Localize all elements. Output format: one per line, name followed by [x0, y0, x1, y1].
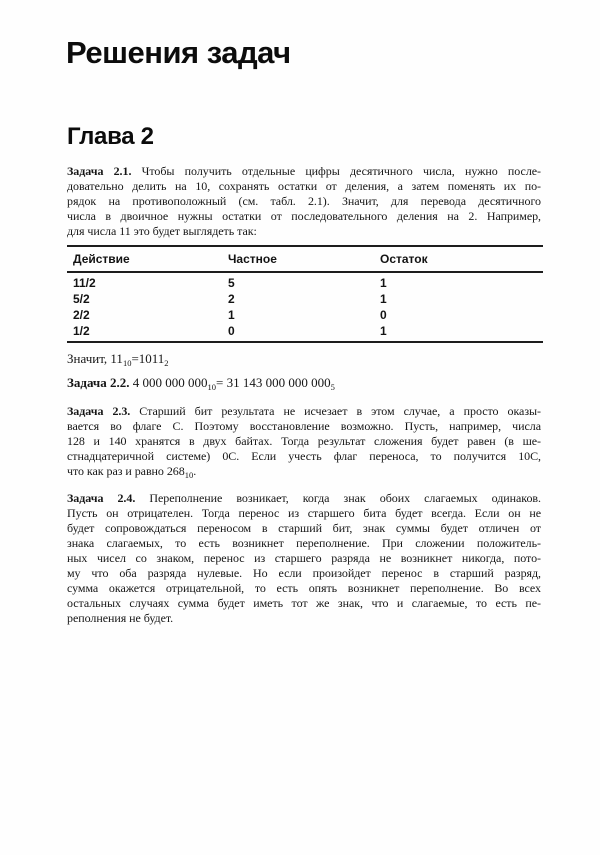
subscript-base: 10: [184, 470, 194, 480]
table-cell: 1/2: [73, 324, 90, 338]
table-cell: 5/2: [73, 292, 90, 306]
text-run: Старший бит результата не исчезает в этом случае, а просто оказы-: [130, 404, 541, 418]
task-label: Задача 2.2.: [67, 375, 130, 390]
text-line: остальных случаях сумма будет иметь тот же знак, что и слагаемые, то есть пе-: [67, 596, 541, 610]
subscript-base: 10: [207, 382, 216, 392]
text-line: [67, 404, 541, 419]
text-line: реполнения не будет.: [67, 611, 174, 625]
text-line: стнадцатеричной системе) 0С. Если учесть флаг переноса, то получится 10С,: [67, 449, 541, 463]
text-line: довательно делить на 10, сохранять остатки от деления, а затем поменять их по-: [67, 179, 541, 193]
text-run: = 31 143 000 000 000: [216, 375, 331, 390]
text-run: Чтобы получить отдельные цифры десятичного числа, нужно после-: [131, 164, 541, 178]
task-label: Задача 2.3.: [67, 404, 131, 418]
text-run: =1011: [131, 351, 165, 366]
subscript-base: 10: [122, 358, 132, 368]
table-cell: 5: [228, 276, 235, 290]
table-header-quotient: Частное: [222, 246, 374, 272]
division-table-wrap: [67, 245, 543, 343]
task-label: Задача 2.4.: [67, 491, 136, 505]
table-cell: 1: [380, 324, 387, 338]
paragraph-task-2-1: [67, 164, 541, 239]
text-line: знака слагаемых, то есть возникнет переполнение. При сложении положитель-: [67, 536, 541, 550]
table-row: [67, 272, 543, 291]
paragraph-task-2-3: [67, 404, 541, 479]
text-line: числа в двоичное нужны остатки от последовательного деления на 2. Например,: [67, 209, 541, 223]
table-cell: 2: [228, 292, 235, 306]
subscript-base: 5: [330, 382, 335, 392]
table-cell: 0: [228, 324, 235, 338]
table-header-remainder: Остаток: [374, 246, 543, 272]
table-cell: 1: [228, 308, 235, 322]
text-line: для числа 11 это будет выглядеть так:: [67, 224, 257, 238]
text-line: [67, 491, 541, 506]
document-title: Решения задач: [66, 35, 291, 70]
text-line: 128 и 140 хранятся в двух байтах. Тогда результат сложения будет равен (в ше-: [67, 434, 541, 448]
text-run: Переполнение возникает, когда знак обоих слагаемых одинаков.: [135, 491, 541, 505]
table-cell: 0: [380, 308, 387, 322]
text-line: [67, 164, 541, 179]
text-run: Значит, 11: [67, 351, 123, 366]
text-line: вается во флаге С. Поэтому восстановление возможно. Пусть, например, числа: [67, 419, 541, 433]
table-cell: 1: [380, 276, 387, 290]
table-row: [67, 291, 543, 307]
chapter-heading: Глава 2: [67, 123, 154, 150]
table-cell: 11/2: [73, 276, 96, 290]
table-row: [67, 323, 543, 342]
text-run: 4 000 000 000: [129, 375, 208, 390]
text-line: [67, 464, 541, 479]
text-line: сумма окажется отрицательной, то есть опять возникнет переполнение. Во всех: [67, 581, 541, 595]
text-line: будет сопровождаться переносом в старший бит, знак суммы будет отличен от: [67, 521, 541, 535]
table-header-row: [67, 246, 543, 272]
text-line: Пусть он отрицателен. Тогда перенос из старшего бита будет всегда. Если он не: [67, 506, 541, 520]
task-label: Задача 2.1.: [67, 164, 132, 178]
text-line: ных чисел со знаком, перенос из старшего разряда не возникнет никогда, пото-: [67, 551, 541, 565]
text-line: рядок на противоположный (см. табл. 2.1). Значит, для перевода десятичного: [67, 194, 541, 208]
text-run: .: [193, 464, 197, 478]
table-row: [67, 307, 543, 323]
conclusion-formula-binary: [67, 351, 541, 366]
table-cell: 1: [380, 292, 387, 306]
division-table: [67, 245, 543, 343]
subscript-base: 2: [164, 358, 169, 368]
table-body: [67, 272, 543, 342]
table-cell: 2/2: [73, 308, 90, 322]
paragraph-task-2-2: [67, 375, 541, 390]
text-run: что как раз и равно 268: [67, 464, 185, 478]
text-line: му что оба разряда нулевые. Но если произойдет перенос в старший разряд,: [67, 566, 541, 580]
table-header-action: Действие: [67, 246, 222, 272]
paragraph-task-2-4: [67, 491, 541, 626]
